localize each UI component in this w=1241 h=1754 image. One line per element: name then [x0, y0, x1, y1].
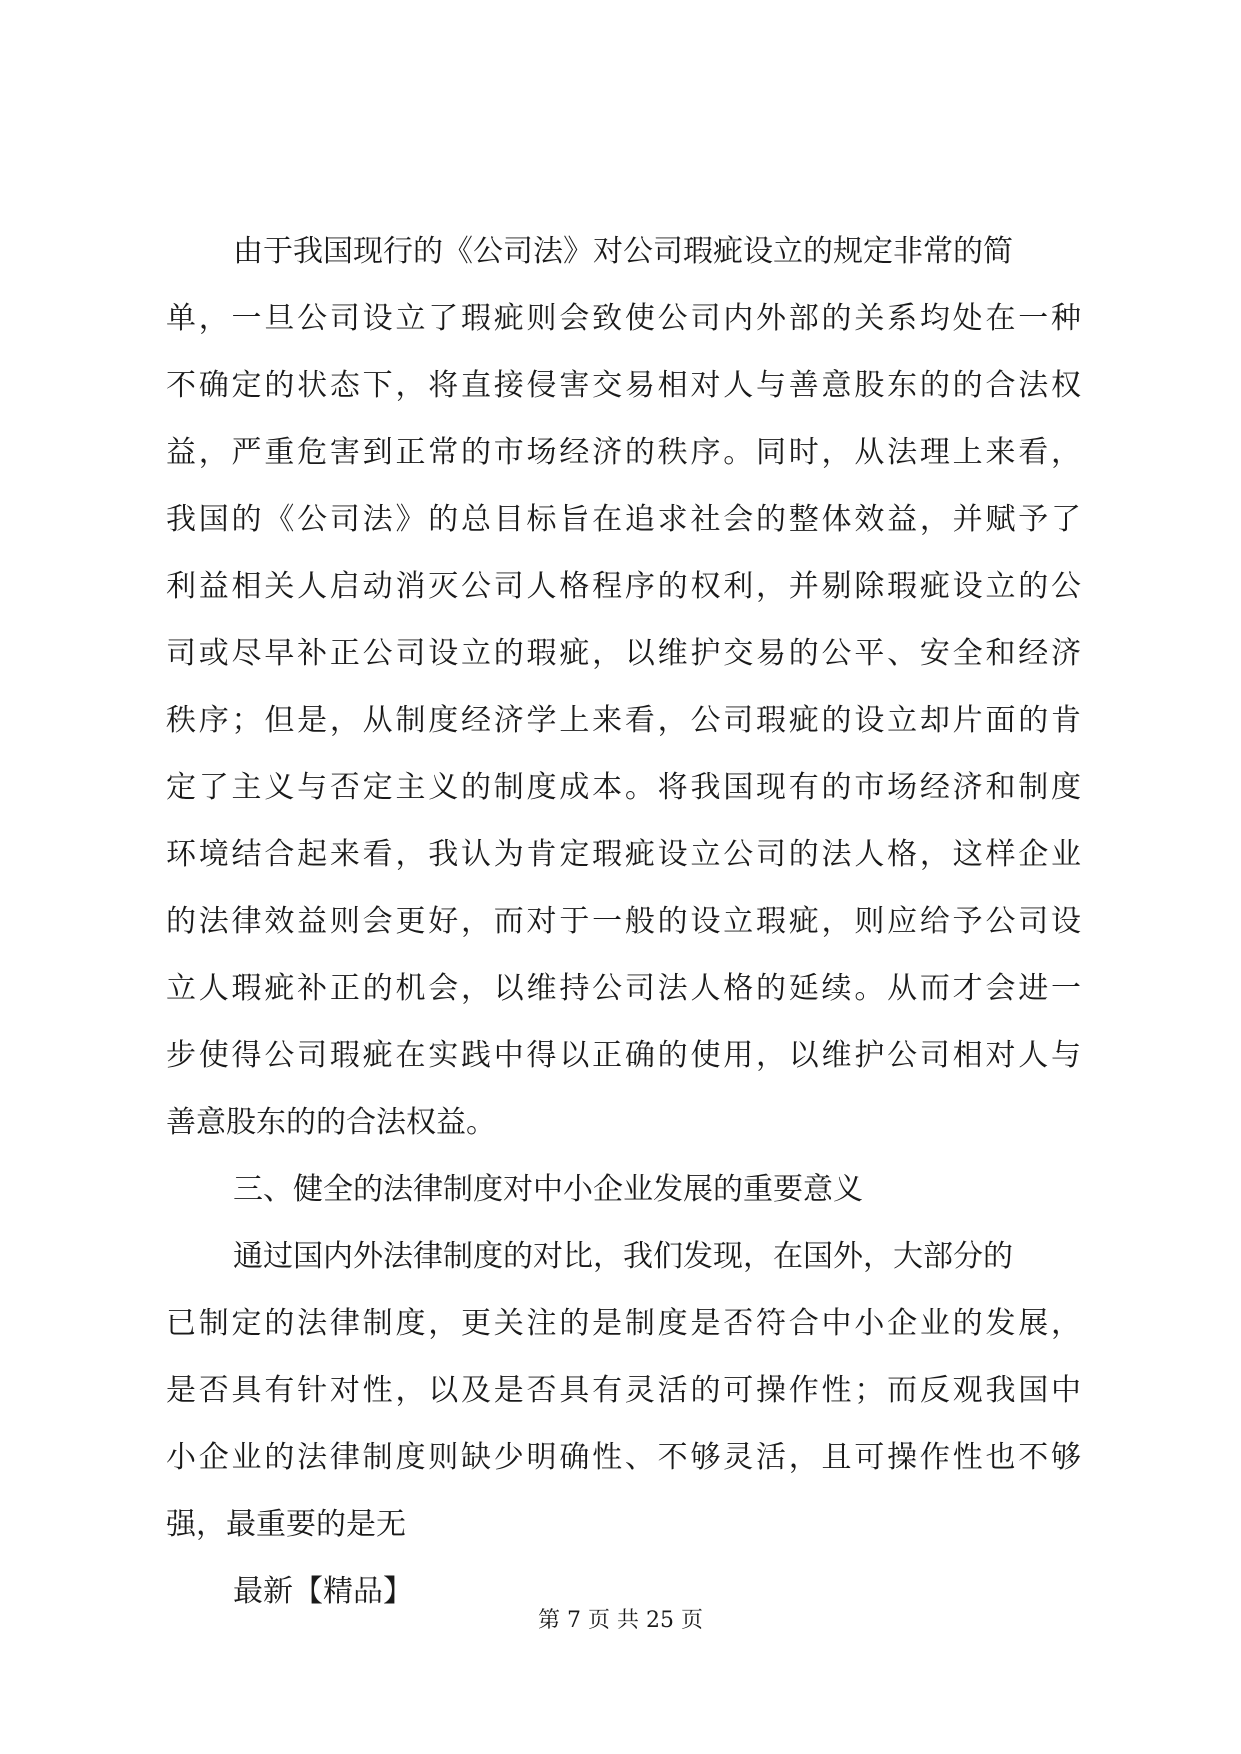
section-heading: 三、健全的法律制度对中小企业发展的重要意义	[233, 1172, 863, 1207]
paragraph-1-line-10: 环境结合起来看，我认为肯定瑕疵设立公司的法人格，这样企业	[166, 837, 1081, 872]
paragraph-2-line-1: 通过国内外法律制度的对比，我们发现，在国外，大部分的	[233, 1239, 1013, 1274]
paragraph-1-line-6: 利益相关人启动消灭公司人格程序的权利，并剔除瑕疵设立的公	[166, 569, 1081, 604]
paragraph-1-line-4: 益，严重危害到正常的市场经济的秩序。同时，从法理上来看，	[166, 435, 1081, 470]
promo-text: 最新【精品】	[233, 1574, 413, 1609]
paragraph-1-line-9: 定了主义与否定主义的制度成本。将我国现有的市场经济和制度	[166, 770, 1081, 805]
paragraph-1-line-12: 立人瑕疵补正的机会，以维持公司法人格的延续。从而才会进一	[166, 971, 1081, 1006]
paragraph-1-line-7: 司或尽早补正公司设立的瑕疵，以维护交易的公平、安全和经济	[166, 636, 1081, 671]
paragraph-2-line-2: 已制定的法律制度，更关注的是制度是否符合中小企业的发展，	[166, 1306, 1081, 1341]
paragraph-2-line-3: 是否具有针对性，以及是否具有灵活的可操作性；而反观我国中	[166, 1373, 1081, 1408]
paragraph-1-line-2: 单，一旦公司设立了瑕疵则会致使公司内外部的关系均处在一种	[166, 301, 1081, 336]
paragraph-1-line-5: 我国的《公司法》的总目标旨在追求社会的整体效益，并赋予了	[166, 502, 1081, 537]
paragraph-2-line-5: 强，最重要的是无	[166, 1507, 406, 1542]
page-footer: 第 7 页 共 25 页	[538, 1608, 703, 1633]
paragraph-2-line-4: 小企业的法律制度则缺少明确性、不够灵活，且可操作性也不够	[166, 1440, 1081, 1475]
paragraph-1-line-13: 步使得公司瑕疵在实践中得以正确的使用，以维护公司相对人与	[166, 1038, 1081, 1073]
paragraph-1-line-11: 的法律效益则会更好，而对于一般的设立瑕疵，则应给予公司设	[166, 904, 1081, 939]
paragraph-1-line-8: 秩序；但是，从制度经济学上来看，公司瑕疵的设立却片面的肯	[166, 703, 1081, 738]
paragraph-1-line-3: 不确定的状态下，将直接侵害交易相对人与善意股东的的合法权	[166, 368, 1081, 403]
paragraph-1-line-14: 善意股东的的合法权益。	[166, 1105, 496, 1140]
paragraph-1-line-1: 由于我国现行的《公司法》对公司瑕疵设立的规定非常的简	[233, 234, 1013, 269]
